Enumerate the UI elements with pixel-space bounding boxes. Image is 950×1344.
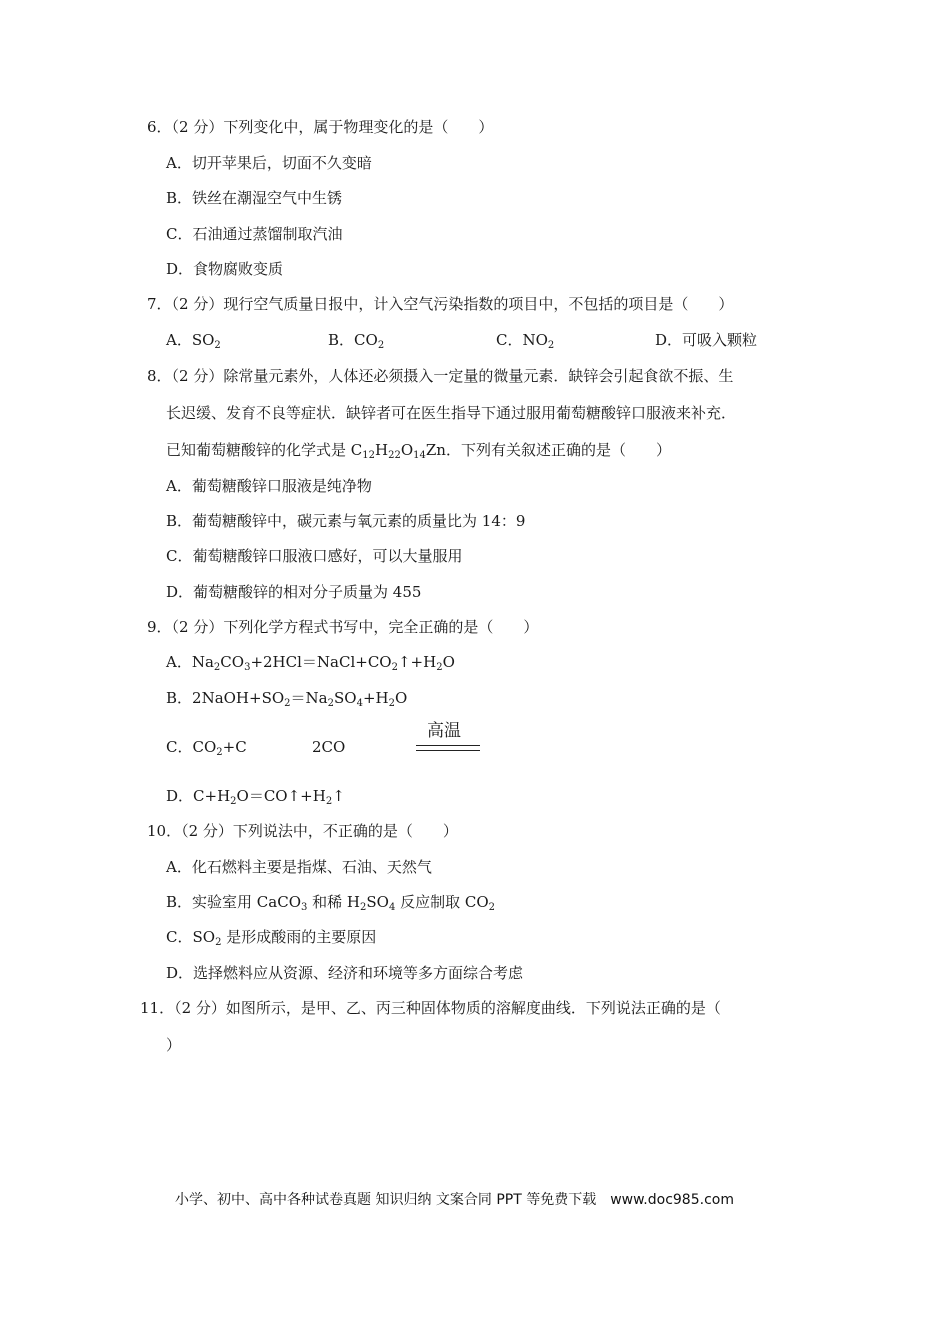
question-6-option-d: D．食物腐败变质 — [166, 260, 284, 278]
question-7-stem: 7．（2 分）现行空气质量日报中，计入空气污染指数的项目中，不包括的项目是（ ） — [147, 295, 734, 313]
question-8-option-d: D．葡萄糖酸锌的相对分子质量为 455 — [166, 583, 422, 601]
question-9-option-a: A．$Na_2CO_3+2HCl=NaCl+CO_2↑+H_2O$ — [166, 653, 455, 673]
question-7-option-a: A．$SO_2$ — [166, 331, 221, 351]
question-8-option-b: B．葡萄糖酸锌中，碳元素与氧元素的质量比为 14：9 — [166, 512, 526, 530]
reaction-condition: 高温 — [427, 721, 461, 741]
question-8-option-a: A．葡萄糖酸锌口服液是纯净物 — [166, 477, 372, 495]
question-8-option-c: C．葡萄糖酸锌口服液口感好，可以大量服用 — [166, 547, 463, 565]
equation-reactants: C．$CO_2+C$ — [166, 738, 247, 758]
equation-products: 2CO — [312, 738, 346, 756]
question-9-option-b: B．$2NaOH+SO_2=Na_2SO_4+H_2O$ — [166, 689, 408, 709]
question-10-option-a: A．化石燃料主要是指煤、石油、天然气 — [166, 858, 432, 876]
question-10-stem: 10．（2 分）下列说法中，不正确的是（ ） — [147, 822, 458, 840]
question-8-stem-line-3: 已知葡萄糖酸锌的化学式是 $C_{12}H_{22}O_{14}Zn$．下列有关叙述正确的是（ ） — [166, 441, 671, 461]
question-7-option-c: C．$NO_2$ — [496, 331, 555, 351]
question-10-option-b: B．实验室用 CaCO$_3$ 和稀 $H_2SO_4$ 反应制取 $CO_2$ — [166, 893, 496, 913]
question-11-stem-line-1: 11．（2 分）如图所示，是甲、乙、丙三种固体物质的溶解度曲线．下列说法正确的是（ — [140, 999, 721, 1017]
equals-bar-top — [416, 745, 480, 746]
equals-bar-bottom — [416, 750, 480, 751]
page-footer: 小学、初中、高中各种试卷真题 知识归纳 文案合同 PPT 等免费下载 www.doc985.com — [175, 1192, 734, 1208]
question-8-stem-line-2: 长迟缓、发育不良等症状．缺锌者可在医生指导下通过服用葡萄糖酸锌口服液来补充． — [166, 404, 737, 422]
question-10-option-d: D．选择燃料应从资源、经济和环境等多方面综合考虑 — [166, 964, 524, 982]
question-6-option-b: B．铁丝在潮湿空气中生锈 — [166, 189, 343, 207]
question-6-option-c: C．石油通过蒸馏制取汽油 — [166, 225, 343, 243]
question-7-option-d: D．可吸入颗粒 — [655, 331, 758, 349]
question-10-option-c: C．$SO_2$ 是形成酸雨的主要原因 — [166, 928, 377, 948]
question-9-stem: 9．（2 分）下列化学方程式书写中，完全正确的是（ ） — [147, 618, 539, 636]
question-9-option-c — [166, 721, 466, 765]
question-9-option-d: D．$C+H_2O=CO↑+H_2↑$ — [166, 787, 345, 807]
question-6-option-a: A．切开苹果后，切面不久变暗 — [166, 154, 372, 172]
question-11-stem-line-2: ） — [166, 1036, 182, 1054]
question-7-option-b: B．$CO_2$ — [328, 331, 385, 351]
question-8-stem-line-1: 8．（2 分）除常量元素外，人体还必须摄入一定量的微量元素．缺锌会引起食欲不振、生 — [147, 367, 734, 385]
question-6-stem: 6．（2 分）下列变化中，属于物理变化的是（ ） — [147, 118, 494, 136]
